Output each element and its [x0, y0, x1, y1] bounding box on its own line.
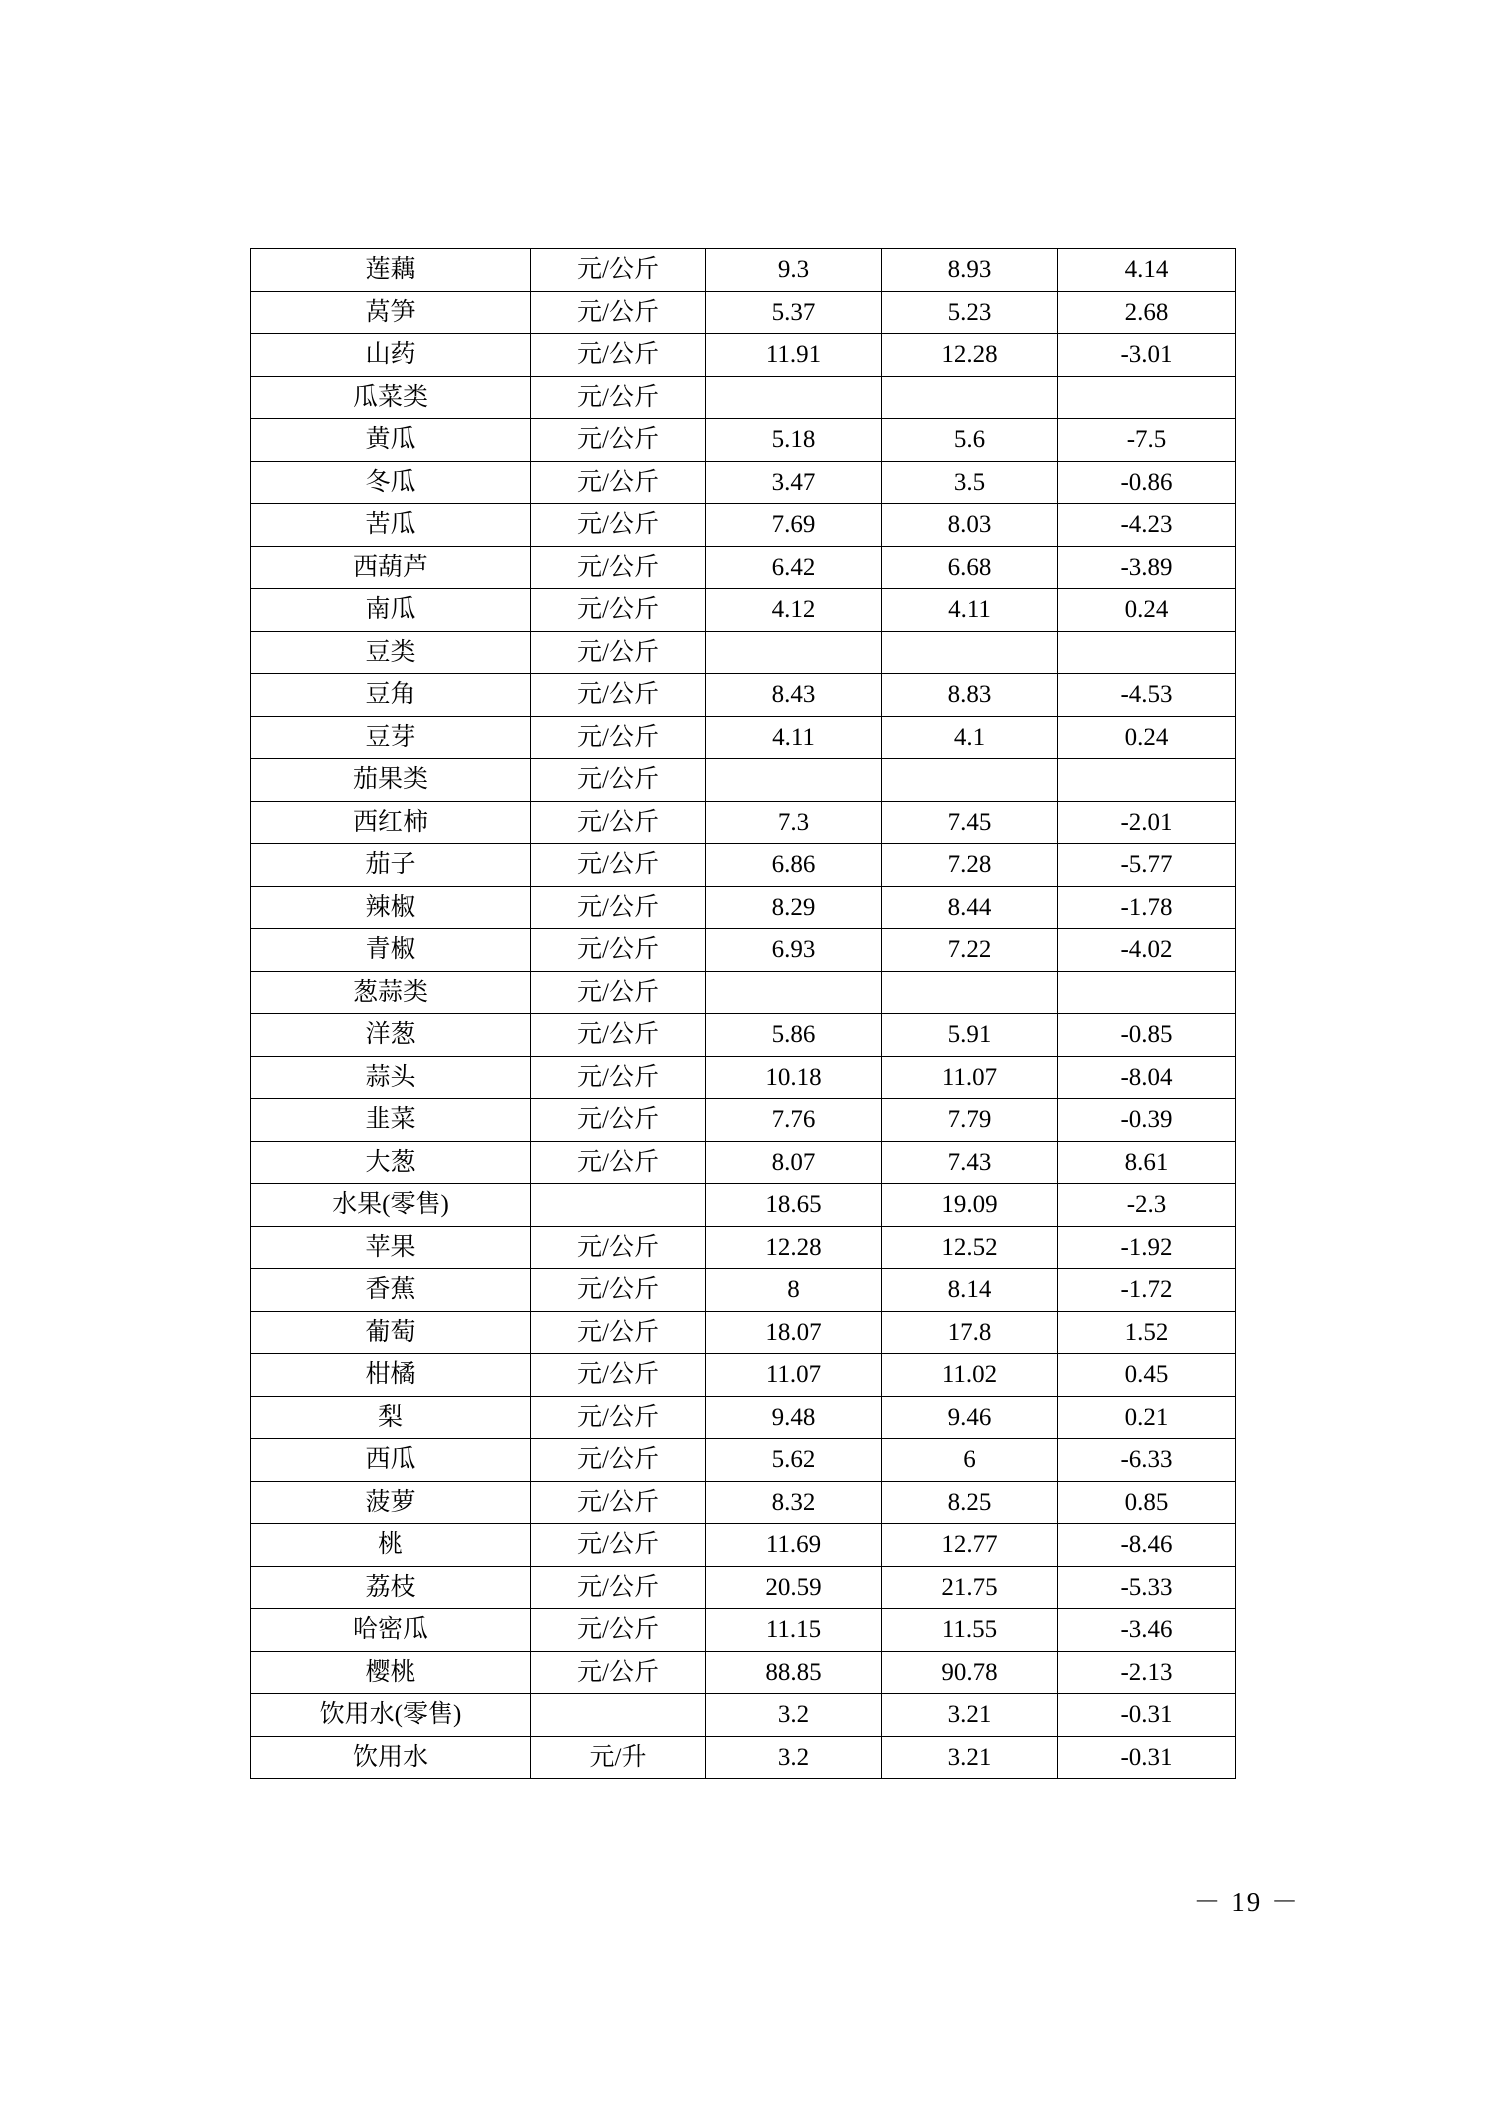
table-cell-v2: [882, 971, 1058, 1014]
table-cell-unit: 元/公斤: [531, 1566, 706, 1609]
table-cell-name: 莲藕: [251, 249, 531, 292]
table-cell-v1: 4.12: [706, 589, 882, 632]
table-cell-v2: 9.46: [882, 1396, 1058, 1439]
table-cell-v3: [1058, 971, 1236, 1014]
table-cell-unit: 元/公斤: [531, 461, 706, 504]
table-cell-v2: 5.23: [882, 291, 1058, 334]
table-row: [251, 334, 1236, 377]
table-row: [251, 674, 1236, 717]
table-cell-v2: 4.1: [882, 716, 1058, 759]
table-cell-v2: 17.8: [882, 1311, 1058, 1354]
table-cell-v2: [882, 631, 1058, 674]
table-cell-v2: 7.79: [882, 1099, 1058, 1142]
table-cell-v1: 7.76: [706, 1099, 882, 1142]
table-cell-unit: 元/公斤: [531, 504, 706, 547]
table-cell-v1: 7.69: [706, 504, 882, 547]
table-cell-v2: 21.75: [882, 1566, 1058, 1609]
table-row: [251, 1226, 1236, 1269]
table-cell-v3: -5.33: [1058, 1566, 1236, 1609]
table-row: [251, 1141, 1236, 1184]
table-row: [251, 1269, 1236, 1312]
table-cell-v1: 5.18: [706, 419, 882, 462]
table-cell-name: 瓜菜类: [251, 376, 531, 419]
table-cell-unit: 元/公斤: [531, 929, 706, 972]
table-cell-v1: 8: [706, 1269, 882, 1312]
table-cell-v2: 7.45: [882, 801, 1058, 844]
table-cell-v3: -2.01: [1058, 801, 1236, 844]
table-row: [251, 504, 1236, 547]
table-cell-name: 苦瓜: [251, 504, 531, 547]
table-cell-unit: 元/公斤: [531, 1311, 706, 1354]
table-cell-v3: -4.23: [1058, 504, 1236, 547]
table-cell-v3: -4.53: [1058, 674, 1236, 717]
table-cell-name: 樱桃: [251, 1651, 531, 1694]
table-row: [251, 716, 1236, 759]
table-cell-v2: 8.83: [882, 674, 1058, 717]
table-cell-name: 洋葱: [251, 1014, 531, 1057]
table-cell-unit: 元/公斤: [531, 971, 706, 1014]
table-cell-v3: -0.85: [1058, 1014, 1236, 1057]
table-cell-v3: 8.61: [1058, 1141, 1236, 1184]
table-cell-v1: 7.3: [706, 801, 882, 844]
table-cell-v1: 20.59: [706, 1566, 882, 1609]
table-cell-name: 辣椒: [251, 886, 531, 929]
table-cell-v1: 6.42: [706, 546, 882, 589]
table-row: [251, 759, 1236, 802]
table-cell-name: 西瓜: [251, 1439, 531, 1482]
table-cell-v2: 8.44: [882, 886, 1058, 929]
table-cell-v2: 90.78: [882, 1651, 1058, 1694]
table-row: [251, 1184, 1236, 1227]
table-row: [251, 546, 1236, 589]
table-cell-v2: 11.07: [882, 1056, 1058, 1099]
table-cell-v1: 3.2: [706, 1736, 882, 1779]
table-cell-unit: 元/公斤: [531, 844, 706, 887]
table-cell-v3: -8.04: [1058, 1056, 1236, 1099]
table-cell-unit: 元/公斤: [531, 291, 706, 334]
table-cell-v3: -0.31: [1058, 1694, 1236, 1737]
table-cell-v3: -7.5: [1058, 419, 1236, 462]
table-cell-v1: 9.3: [706, 249, 882, 292]
table-cell-unit: 元/公斤: [531, 759, 706, 802]
table-cell-name: 豆类: [251, 631, 531, 674]
table-cell-v1: 8.07: [706, 1141, 882, 1184]
table-cell-unit: 元/公斤: [531, 1651, 706, 1694]
table-cell-name: 桃: [251, 1524, 531, 1567]
table-cell-v3: -8.46: [1058, 1524, 1236, 1567]
table-cell-v3: 0.24: [1058, 716, 1236, 759]
table-cell-v1: 6.86: [706, 844, 882, 887]
table-cell-v3: [1058, 376, 1236, 419]
table-row: [251, 1056, 1236, 1099]
table-cell-name: 豆芽: [251, 716, 531, 759]
table-cell-v2: 7.43: [882, 1141, 1058, 1184]
table-cell-unit: 元/公斤: [531, 716, 706, 759]
table-row: [251, 1609, 1236, 1652]
table-cell-unit: 元/公斤: [531, 1354, 706, 1397]
price-table-body: [251, 249, 1236, 1779]
table-cell-unit: 元/公斤: [531, 1141, 706, 1184]
table-row: [251, 1396, 1236, 1439]
table-cell-name: 西葫芦: [251, 546, 531, 589]
table-cell-v1: 9.48: [706, 1396, 882, 1439]
table-cell-name: 韭菜: [251, 1099, 531, 1142]
table-cell-v2: 12.77: [882, 1524, 1058, 1567]
table-cell-v1: 5.62: [706, 1439, 882, 1482]
table-cell-v1: 11.07: [706, 1354, 882, 1397]
table-cell-v3: [1058, 631, 1236, 674]
table-cell-v1: 88.85: [706, 1651, 882, 1694]
table-row: [251, 589, 1236, 632]
table-cell-v3: -4.02: [1058, 929, 1236, 972]
table-row: [251, 1651, 1236, 1694]
table-cell-v1: 11.69: [706, 1524, 882, 1567]
table-cell-name: 苹果: [251, 1226, 531, 1269]
table-cell-v3: -2.13: [1058, 1651, 1236, 1694]
table-cell-v3: 2.68: [1058, 291, 1236, 334]
table-cell-name: 葡萄: [251, 1311, 531, 1354]
table-cell-unit: 元/公斤: [531, 546, 706, 589]
table-cell-unit: 元/公斤: [531, 1481, 706, 1524]
table-cell-unit: [531, 1184, 706, 1227]
table-cell-v2: 12.28: [882, 334, 1058, 377]
table-cell-unit: 元/升: [531, 1736, 706, 1779]
table-cell-v3: -0.31: [1058, 1736, 1236, 1779]
table-cell-v2: 11.55: [882, 1609, 1058, 1652]
table-cell-name: 西红柿: [251, 801, 531, 844]
table-row: [251, 1694, 1236, 1737]
table-cell-v2: [882, 759, 1058, 802]
table-cell-v3: 0.45: [1058, 1354, 1236, 1397]
table-cell-v2: 6: [882, 1439, 1058, 1482]
table-cell-v2: 8.25: [882, 1481, 1058, 1524]
table-row: [251, 1481, 1236, 1524]
table-cell-unit: 元/公斤: [531, 1099, 706, 1142]
table-row: [251, 844, 1236, 887]
table-cell-v1: 18.07: [706, 1311, 882, 1354]
table-cell-name: 菠萝: [251, 1481, 531, 1524]
table-cell-name: 柑橘: [251, 1354, 531, 1397]
table-cell-v2: [882, 376, 1058, 419]
table-cell-v3: -5.77: [1058, 844, 1236, 887]
table-cell-v1: 6.93: [706, 929, 882, 972]
table-cell-v1: 11.91: [706, 334, 882, 377]
table-cell-name: 冬瓜: [251, 461, 531, 504]
table-cell-v3: -0.39: [1058, 1099, 1236, 1142]
table-cell-unit: 元/公斤: [531, 419, 706, 462]
table-cell-v1: 18.65: [706, 1184, 882, 1227]
table-cell-name: 南瓜: [251, 589, 531, 632]
table-cell-name: 香蕉: [251, 1269, 531, 1312]
table-cell-unit: 元/公斤: [531, 589, 706, 632]
table-cell-v2: 6.68: [882, 546, 1058, 589]
table-cell-name: 荔枝: [251, 1566, 531, 1609]
table-cell-v3: -3.01: [1058, 334, 1236, 377]
table-cell-v1: 8.32: [706, 1481, 882, 1524]
table-cell-v3: -1.92: [1058, 1226, 1236, 1269]
table-cell-name: 葱蒜类: [251, 971, 531, 1014]
table-cell-v1: 11.15: [706, 1609, 882, 1652]
table-cell-unit: 元/公斤: [531, 801, 706, 844]
table-cell-name: 饮用水(零售): [251, 1694, 531, 1737]
table-cell-unit: 元/公斤: [531, 674, 706, 717]
table-row: [251, 1736, 1236, 1779]
table-cell-v2: 7.22: [882, 929, 1058, 972]
table-cell-v1: 10.18: [706, 1056, 882, 1099]
table-cell-v3: -3.46: [1058, 1609, 1236, 1652]
table-cell-name: 莴笋: [251, 291, 531, 334]
table-cell-v1: 3.2: [706, 1694, 882, 1737]
table-row: [251, 1439, 1236, 1482]
table-cell-v1: [706, 971, 882, 1014]
table-cell-v1: [706, 631, 882, 674]
table-cell-unit: 元/公斤: [531, 376, 706, 419]
table-cell-v2: 12.52: [882, 1226, 1058, 1269]
table-row: [251, 1524, 1236, 1567]
table-cell-v2: 3.5: [882, 461, 1058, 504]
table-row: [251, 249, 1236, 292]
table-cell-name: 梨: [251, 1396, 531, 1439]
table-cell-v3: [1058, 759, 1236, 802]
table-cell-v3: 0.85: [1058, 1481, 1236, 1524]
table-cell-v2: 3.21: [882, 1694, 1058, 1737]
table-cell-name: 豆角: [251, 674, 531, 717]
table-cell-v1: 8.29: [706, 886, 882, 929]
table-row: [251, 376, 1236, 419]
table-cell-v3: -0.86: [1058, 461, 1236, 504]
table-cell-v3: 1.52: [1058, 1311, 1236, 1354]
table-cell-name: 青椒: [251, 929, 531, 972]
table-cell-v3: -1.72: [1058, 1269, 1236, 1312]
table-row: [251, 419, 1236, 462]
table-cell-v2: 5.91: [882, 1014, 1058, 1057]
table-cell-v1: 5.37: [706, 291, 882, 334]
table-cell-unit: 元/公斤: [531, 1056, 706, 1099]
table-cell-v3: -6.33: [1058, 1439, 1236, 1482]
table-cell-unit: 元/公斤: [531, 1396, 706, 1439]
price-table-container: [250, 248, 1235, 1779]
table-row: [251, 886, 1236, 929]
table-cell-v3: 0.24: [1058, 589, 1236, 632]
table-row: [251, 801, 1236, 844]
table-cell-unit: 元/公斤: [531, 886, 706, 929]
table-cell-v2: 8.93: [882, 249, 1058, 292]
table-cell-v2: 11.02: [882, 1354, 1058, 1397]
table-cell-unit: [531, 1694, 706, 1737]
table-row: [251, 971, 1236, 1014]
table-cell-name: 茄果类: [251, 759, 531, 802]
table-cell-name: 水果(零售): [251, 1184, 531, 1227]
table-row: [251, 1014, 1236, 1057]
table-row: [251, 929, 1236, 972]
table-row: [251, 461, 1236, 504]
table-cell-v3: -3.89: [1058, 546, 1236, 589]
table-cell-v1: 3.47: [706, 461, 882, 504]
table-cell-name: 蒜头: [251, 1056, 531, 1099]
table-cell-v1: 12.28: [706, 1226, 882, 1269]
table-cell-name: 山药: [251, 334, 531, 377]
table-row: [251, 1566, 1236, 1609]
table-cell-v1: 4.11: [706, 716, 882, 759]
table-cell-unit: 元/公斤: [531, 1269, 706, 1312]
table-cell-v2: 4.11: [882, 589, 1058, 632]
table-cell-v2: 8.03: [882, 504, 1058, 547]
table-cell-unit: 元/公斤: [531, 1439, 706, 1482]
table-cell-name: 哈密瓜: [251, 1609, 531, 1652]
table-cell-v3: 0.21: [1058, 1396, 1236, 1439]
table-cell-v3: 4.14: [1058, 249, 1236, 292]
page-number: － 19 －: [1193, 1887, 1300, 1917]
table-cell-unit: 元/公斤: [531, 1226, 706, 1269]
table-row: [251, 631, 1236, 674]
table-cell-unit: 元/公斤: [531, 334, 706, 377]
table-cell-v3: -1.78: [1058, 886, 1236, 929]
table-row: [251, 291, 1236, 334]
table-cell-v2: 5.6: [882, 419, 1058, 462]
table-cell-unit: 元/公斤: [531, 1014, 706, 1057]
table-cell-v1: 5.86: [706, 1014, 882, 1057]
table-cell-unit: 元/公斤: [531, 1524, 706, 1567]
table-cell-v1: [706, 376, 882, 419]
table-cell-v3: -2.3: [1058, 1184, 1236, 1227]
table-cell-name: 茄子: [251, 844, 531, 887]
table-row: [251, 1099, 1236, 1142]
table-cell-v2: 19.09: [882, 1184, 1058, 1227]
table-row: [251, 1311, 1236, 1354]
table-cell-v2: 3.21: [882, 1736, 1058, 1779]
table-cell-name: 大葱: [251, 1141, 531, 1184]
table-cell-name: 饮用水: [251, 1736, 531, 1779]
table-cell-name: 黄瓜: [251, 419, 531, 462]
table-cell-unit: 元/公斤: [531, 631, 706, 674]
table-row: [251, 1354, 1236, 1397]
table-cell-v1: [706, 759, 882, 802]
table-cell-v2: 7.28: [882, 844, 1058, 887]
table-cell-unit: 元/公斤: [531, 1609, 706, 1652]
table-cell-v1: 8.43: [706, 674, 882, 717]
table-cell-v2: 8.14: [882, 1269, 1058, 1312]
price-table: [250, 248, 1236, 1779]
table-cell-unit: 元/公斤: [531, 249, 706, 292]
